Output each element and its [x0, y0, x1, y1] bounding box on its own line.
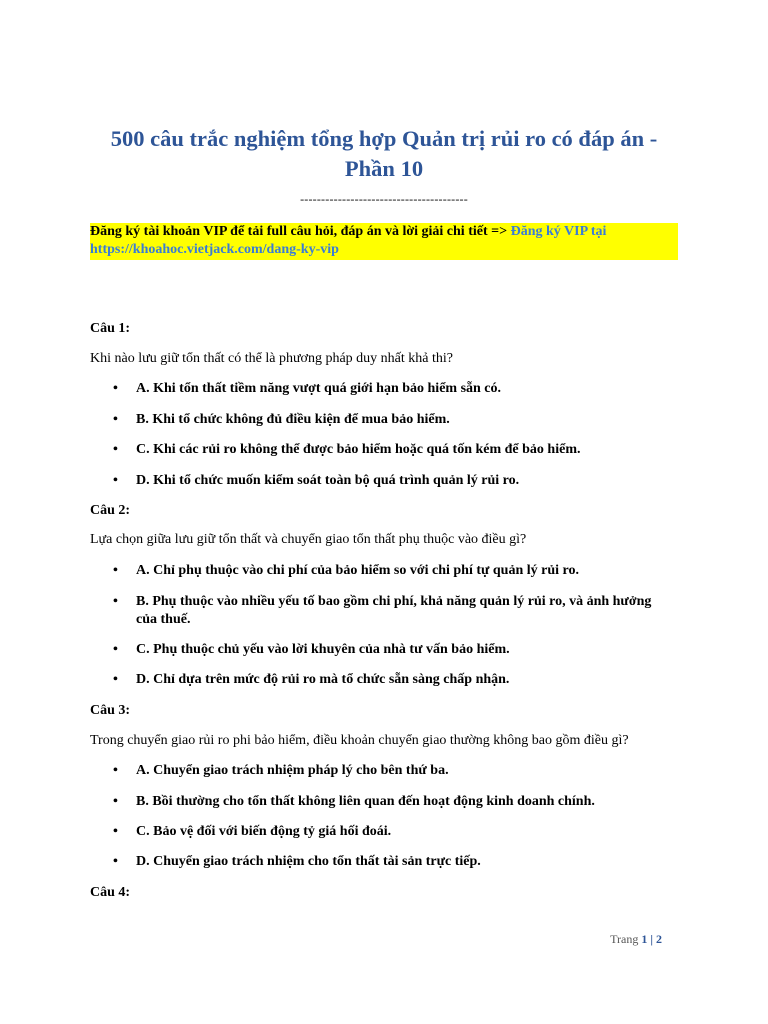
bullet-icon: •: [113, 854, 118, 869]
bullet-icon: •: [113, 442, 118, 457]
answer-option: • A. Chuyển giao trách nhiệm pháp lý cho bên thứ ba.: [113, 763, 449, 778]
document-title: 500 câu trắc nghiệm tổng hợp Quản trị rủi ro có đáp án - Phần 10: [110, 126, 658, 181]
answer-option: • A. Khi tổn thất tiềm năng vượt quá giới hạn bảo hiểm sẵn có.: [113, 381, 502, 396]
answer-option: • A. Chỉ phụ thuộc vào chi phí của bảo hiểm so với chi phí tự quản lý rủi ro.: [113, 563, 579, 578]
question-label: Câu 4:: [90, 885, 131, 900]
page-separator: |: [650, 932, 653, 946]
bullet-icon: •: [113, 473, 118, 488]
answer-option: • D. Chỉ dựa trên mức độ rủi ro mà tổ chức sẵn sàng chấp nhận.: [113, 672, 510, 687]
answer-option: • B. Khi tổ chức không đủ điều kiện để mua bảo hiểm.: [113, 412, 450, 427]
vip-link-url[interactable]: https://khoahoc.vietjack.com/dang-ky-vip: [90, 242, 339, 257]
question-text: Trong chuyển giao rủi ro phi bảo hiểm, điều khoản chuyển giao thường không bao gồm điều gì?: [90, 733, 629, 748]
total-pages: 2: [656, 932, 662, 946]
bullet-icon: •: [113, 824, 118, 839]
divider-line: ----------------------------------------: [300, 192, 468, 206]
bullet-icon: •: [113, 794, 118, 809]
vip-text: Đăng ký tài khoản VIP để tải full câu hỏi, đáp án và lời giải chi tiết =>: [90, 224, 508, 239]
page-prefix: Trang: [610, 932, 639, 946]
current-page: 1: [641, 932, 648, 946]
answer-option: • D. Chuyển giao trách nhiệm cho tổn thất tài sản trực tiếp.: [113, 854, 481, 869]
question-text: Khi nào lưu giữ tổn thất có thể là phương pháp duy nhất khả thi?: [90, 351, 453, 366]
answer-option: • C. Phụ thuộc chủ yếu vào lời khuyên của nhà tư vấn bảo hiểm.: [113, 642, 510, 657]
answer-option: • C. Bảo vệ đối với biến động tỷ giá hối đoái.: [113, 824, 392, 839]
page-number: [520, 932, 662, 947]
bullet-icon: •: [113, 594, 118, 609]
question-label: Câu 2:: [90, 503, 131, 518]
answer-option: • C. Khi các rủi ro không thể được bảo hiểm hoặc quá tốn kém để bảo hiểm.: [113, 442, 581, 457]
bullet-icon: •: [113, 412, 118, 427]
bullet-icon: •: [113, 763, 118, 778]
answer-option: • B. Bồi thường cho tổn thất không liên quan đến hoạt động kinh doanh chính.: [113, 794, 595, 809]
bullet-icon: •: [113, 563, 118, 578]
bullet-icon: •: [113, 672, 118, 687]
answer-option: • D. Khi tổ chức muốn kiểm soát toàn bộ quá trình quản lý rủi ro.: [113, 473, 520, 488]
question-label: Câu 1:: [90, 321, 131, 336]
question-text: Lựa chọn giữa lưu giữ tổn thất và chuyển giao tổn thất phụ thuộc vào điều gì?: [90, 532, 527, 547]
bullet-icon: •: [113, 642, 118, 657]
vip-banner: [90, 223, 678, 260]
answer-option: • B. Phụ thuộc vào nhiều yếu tố bao gồm chi phí, khả năng quản lý rủi ro, và ảnh hưởng của thuế.: [113, 594, 652, 627]
bullet-icon: •: [113, 381, 118, 396]
vip-link-label[interactable]: Đăng ký VIP tại: [510, 224, 607, 239]
question-label: Câu 3:: [90, 703, 131, 718]
